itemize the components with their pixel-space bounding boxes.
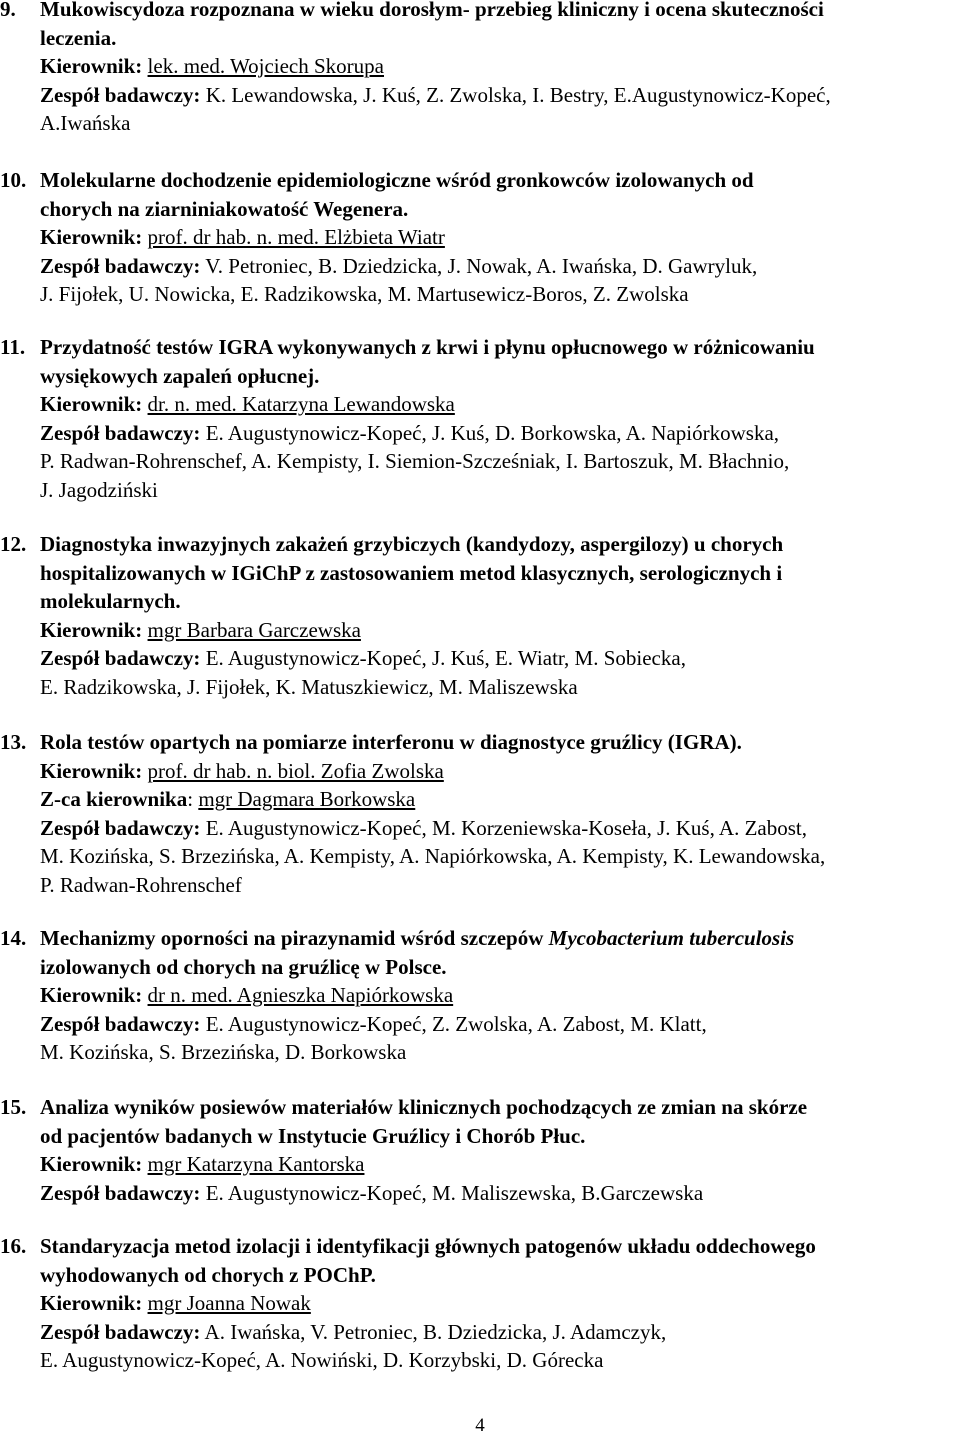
entry-title: Molekularne dochodzenie epidemiologiczne wśród gronkowców izolowanych od [40, 168, 754, 192]
entry-title: Przydatność testów IGRA wykonywanych z krwi i płynu opłucnowego w różnicowaniu [40, 335, 815, 359]
lead-label: Kierownik: [40, 758, 143, 783]
lead-name: prof. dr hab. n. biol. Zofia Zwolska [147, 758, 444, 783]
entry-title: Analiza wyników posiewów materiałów klinicznych pochodzących ze zmian na skórze [40, 1095, 808, 1119]
lead-name: mgr Joanna Nowak [147, 1291, 311, 1315]
team-members: J. Fijołek, U. Nowicka, E. Radzikowska, M. Martusewicz-Boros, Z. Zwolska [40, 282, 689, 306]
team-label: Zespół badawczy: [40, 1011, 201, 1036]
team-label: Zespół badawczy: [40, 420, 201, 445]
lead-name: dr. n. med. Katarzyna Lewandowska [147, 392, 455, 416]
entry-title: Diagnostyka inwazyjnych zakażeń grzybiczych (kandydozy, aspergilozy) u chorych [40, 532, 784, 556]
entry-11 [0, 333, 960, 504]
organism-name: Mycobacterium tuberculosis [548, 926, 795, 950]
entry-title: hospitalizowanych w IGiChP z zastosowaniem metod klasycznych, serologicznych i [40, 560, 783, 585]
lead-label: Kierownik: [40, 983, 143, 1007]
lead-label: Kierownik: [40, 1152, 143, 1176]
lead-name: lek. med. Wojciech Skorupa [147, 54, 384, 78]
team-members: M. Kozińska, S. Brzezińska, A. Kempisty, A. Napiórkowska, A. Kempisty, K. Lewandowska, [40, 844, 826, 868]
entry-number: 16. [0, 1234, 27, 1258]
team-members: V. Petroniec, B. Dziedzicka, J. Nowak, A. Iwańska, D. Gawryluk, [200, 253, 758, 278]
team-label: Zespół badawczy: [40, 82, 201, 107]
team-members: E. Augustynowicz-Kopeć, M. Maliszewska, B.Garczewska [200, 1180, 704, 1205]
team-label: Zespół badawczy: [40, 815, 201, 840]
deputy-name: mgr Dagmara Borkowska [198, 787, 416, 811]
team-members: A.Iwańska [40, 111, 131, 135]
lead-label: Kierownik: [40, 225, 143, 249]
entry-title: Rola testów opartych na pomiarze interferonu w diagnostyce gruźlicy (IGRA). [40, 730, 742, 754]
lead-name: mgr Katarzyna Kantorska [147, 1152, 365, 1176]
team-members: P. Radwan-Rohrenschef [40, 872, 242, 897]
entry-13: 13. Rola testów opartych na pomiarze interferonu w diagnostyce gruźlicy (IGRA). Kierownik: prof. dr hab. n. biol. Zofia Zwolska Z-ca kierownika: mgr Dagmara Borkowska Zespół badawczy: E. Augustynowicz-Kopeć, M. Korzeniewska-Koseła, J. Kuś, A. Zabost, M. Kozińska, S. Brzezińska, A. Kempisty, A. Napiórkowska, A. Kempisty, K. Lewandowska, P. Radwan-Rohrenschef [0, 728, 960, 899]
entry-title: wysiękowych zapaleń opłucnej. [40, 363, 320, 388]
entry-9 [0, 0, 960, 138]
entry-title: chorych na ziarniniakowatość Wegenera. [40, 196, 409, 221]
team-members: E. Augustynowicz-Kopeć, A. Nowiński, D. Korzybski, D. Górecka [40, 1348, 604, 1372]
entry-16 [0, 1232, 960, 1375]
team-members: E. Augustynowicz-Kopeć, J. Kuś, E. Wiatr, M. Sobiecka, [200, 646, 686, 670]
lead-name: mgr Barbara Garczewska [147, 617, 361, 642]
entry-number: 15. [0, 1095, 27, 1119]
entry-number: 9. [0, 0, 16, 21]
entry-number: 10. [0, 168, 27, 192]
entry-title: molekularnych. [40, 589, 181, 613]
deputy-label: Z-ca kierownika [40, 787, 188, 811]
entry-number: 12. [0, 532, 27, 556]
entry-title: Standaryzacja metod izolacji i identyfikacji głównych patogenów układu oddechowego [40, 1234, 816, 1258]
team-members: P. Radwan-Rohrenschef, A. Kempisty, I. Siemion-Szcześniak, I. Bartoszuk, M. Błachnio, [40, 449, 790, 473]
entry-number: 11. [0, 335, 26, 359]
entry-12 [0, 530, 960, 701]
lead-name: dr n. med. Agnieszka Napiórkowska [147, 983, 454, 1007]
entry-15 [0, 1093, 960, 1207]
entry-number: 13. [0, 730, 27, 754]
entry-title: Mukowiscydoza rozpoznana w wieku dorosłym- przebieg kliniczny i ocena skuteczności [40, 0, 824, 21]
lead-label: Kierownik: [40, 54, 143, 78]
lead-label: Kierownik: [40, 617, 143, 642]
lead-name: prof. dr hab. n. med. Elżbieta Wiatr [147, 225, 445, 249]
team-members: E. Augustynowicz-Kopeć, J. Kuś, D. Borkowska, A. Napiórkowska, [200, 420, 780, 445]
lead-label: Kierownik: [40, 1291, 143, 1315]
entry-number: 14. [0, 926, 27, 950]
lead-label: Kierownik: [40, 392, 143, 416]
team-members: E. Radzikowska, J. Fijołek, K. Matuszkiewicz, M. Maliszewska [40, 674, 578, 699]
team-members: M. Kozińska, S. Brzezińska, D. Borkowska [40, 1040, 407, 1064]
entry-title: izolowanych od chorych na gruźlicę w Polsce. [40, 954, 447, 979]
team-label: Zespół badawczy: [40, 253, 201, 278]
team-label: Zespół badawczy: [40, 646, 201, 670]
entry-title: leczenia. [40, 25, 117, 50]
team-members: A. Iwańska, V. Petroniec, B. Dziedzicka, J. Adamczyk, [200, 1319, 667, 1344]
page-number: 4 [475, 1415, 485, 1436]
team-label: Zespół badawczy: [40, 1180, 201, 1205]
entry-title: wyhodowanych od chorych z POChP. [40, 1262, 376, 1287]
team-members: J. Jagodziński [40, 477, 158, 502]
entry-10 [0, 166, 960, 309]
team-members: E. Augustynowicz-Kopeć, Z. Zwolska, A. Zabost, M. Klatt, [200, 1011, 707, 1036]
team-label: Zespół badawczy: [40, 1319, 201, 1344]
team-members: E. Augustynowicz-Kopeć, M. Korzeniewska-Koseła, J. Kuś, A. Zabost, [200, 815, 807, 840]
entry-title: od pacjentów badanych w Instytucie Gruźlicy i Chorób Płuc. [40, 1123, 586, 1148]
team-members: K. Lewandowska, J. Kuś, Z. Zwolska, I. Bestry, E.Augustynowicz-Kopeć, [200, 82, 831, 107]
entry-title: Mechanizmy oporności na pirazynamid wśród szczepów [40, 926, 549, 950]
entry-14 [0, 924, 960, 1067]
